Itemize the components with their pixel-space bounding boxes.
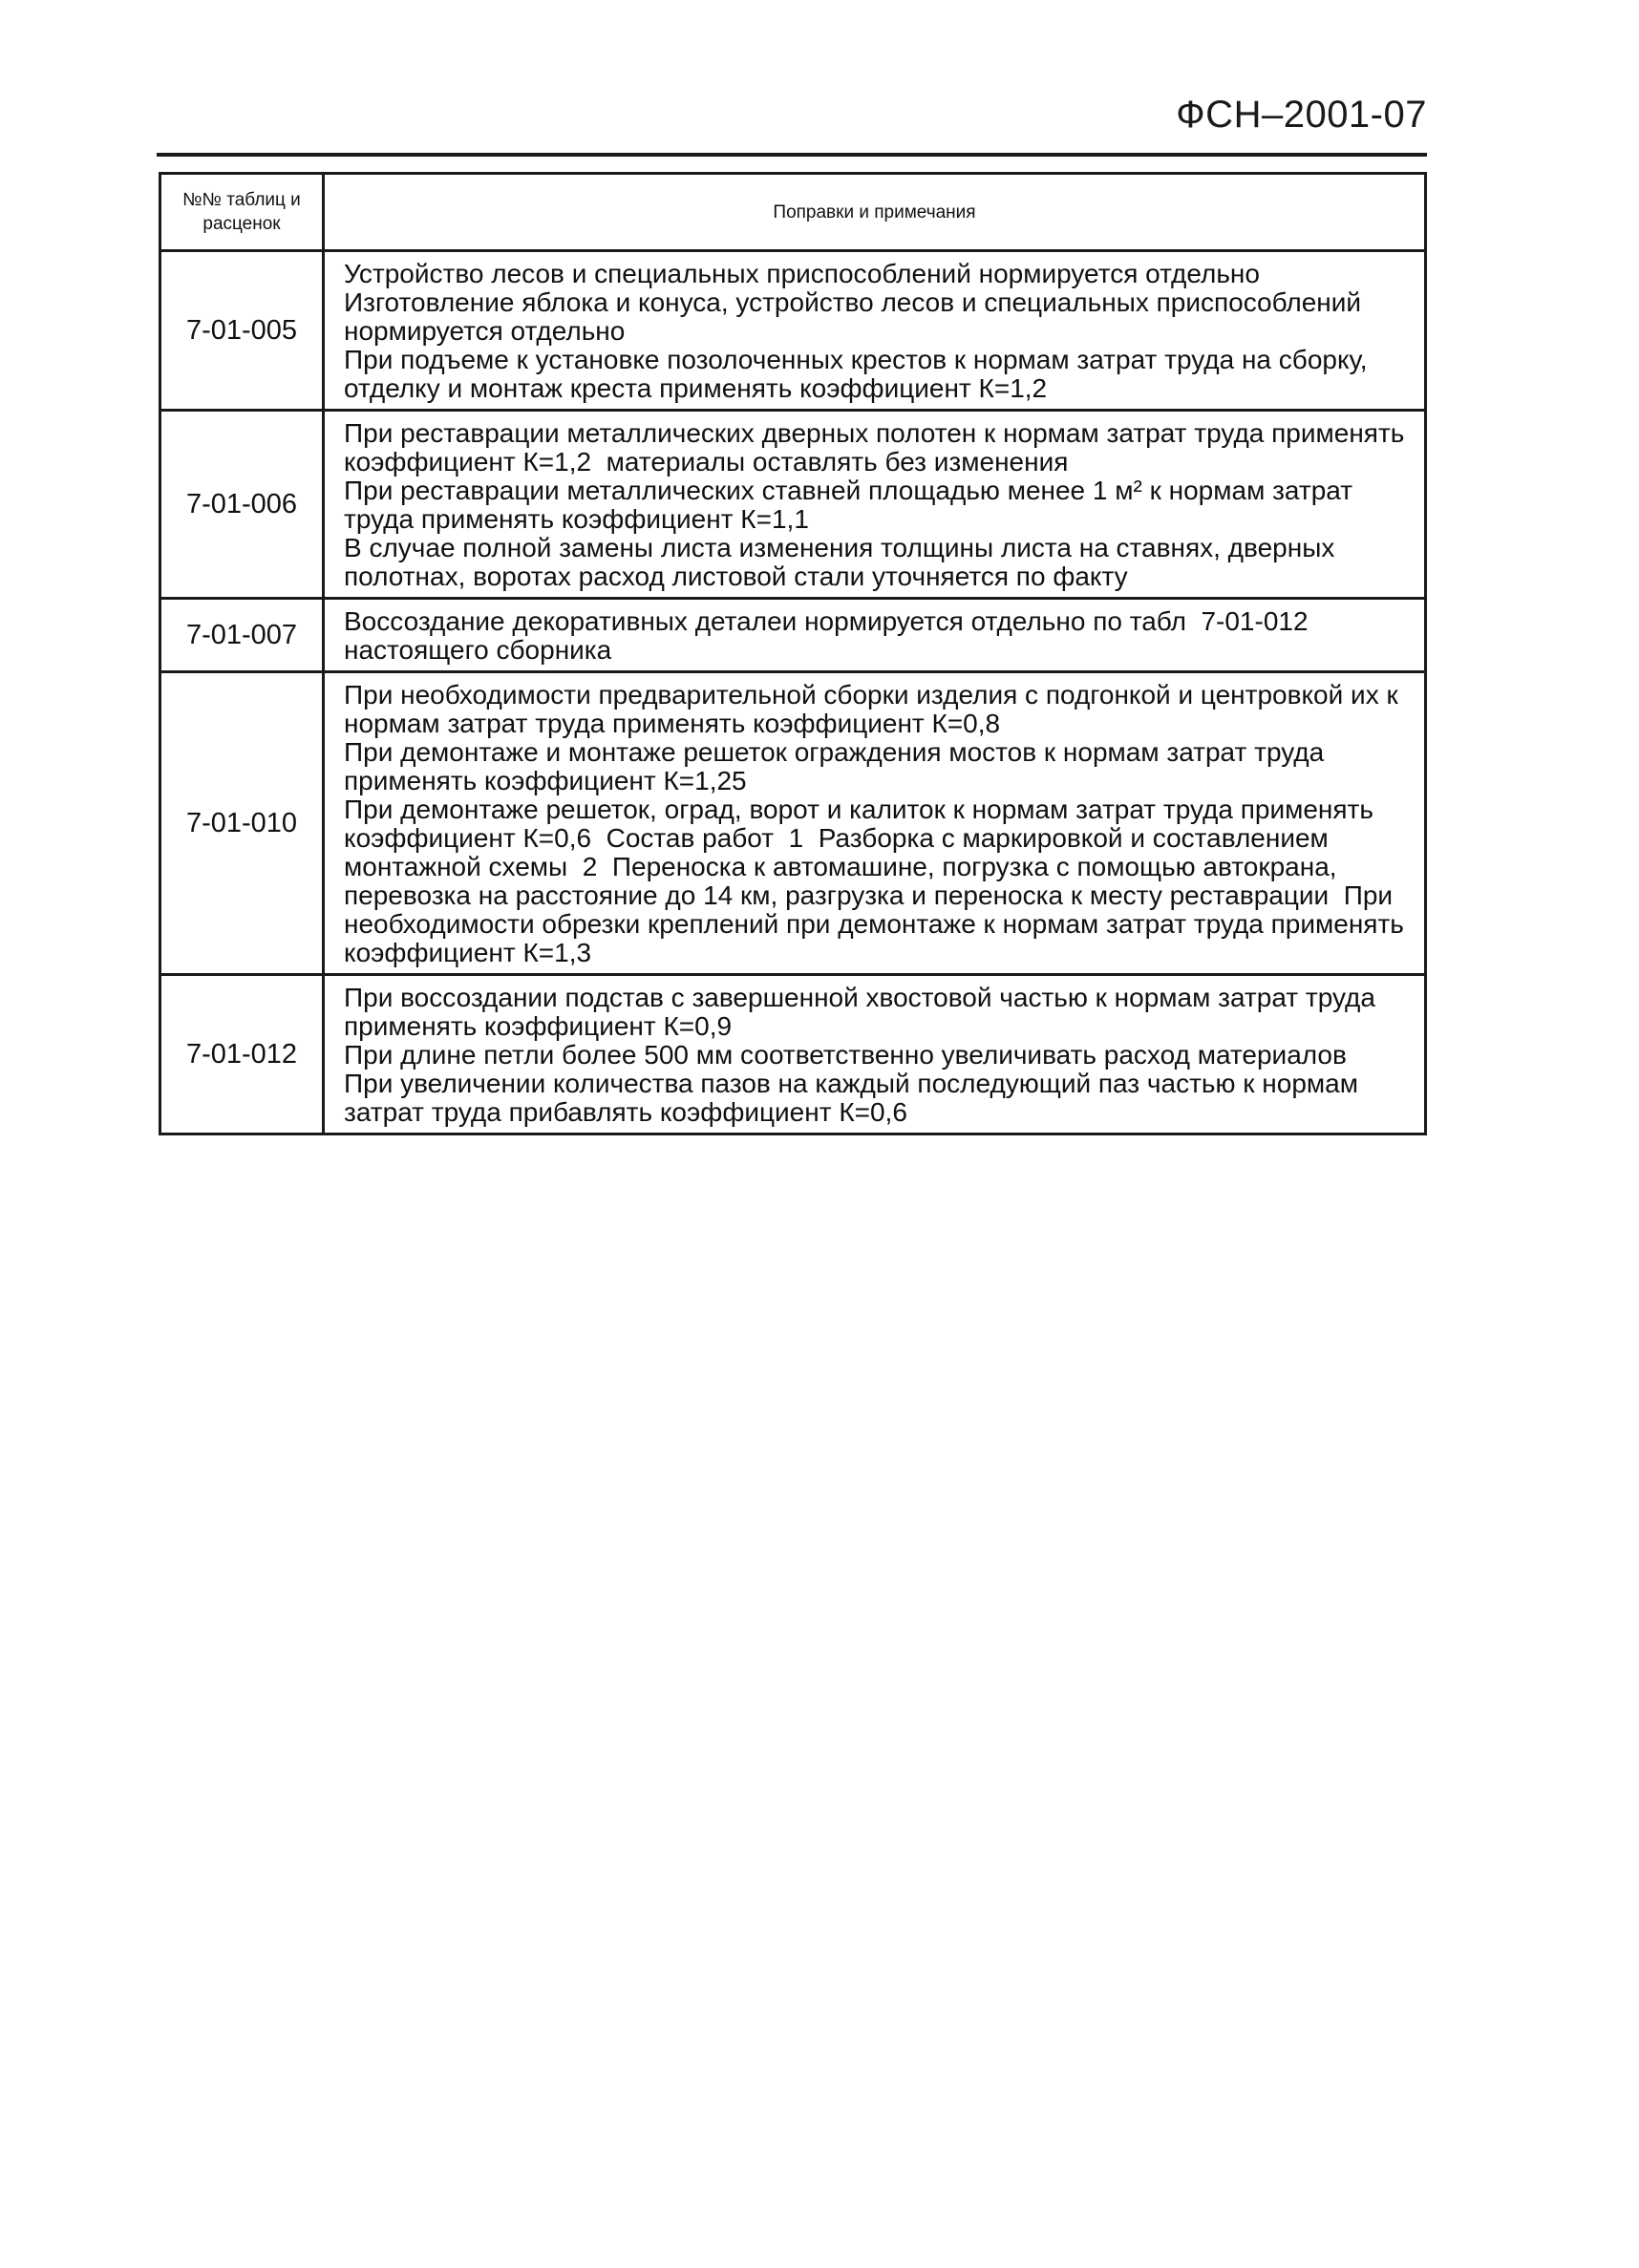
table-row (160, 672, 1426, 975)
notes-text: Воссоздание декоративных деталеи нормируется отдельно по табл 7-01-012 настоящего сборника (344, 606, 1316, 665)
table-header-row (160, 174, 1426, 251)
table-notes-cell (324, 411, 1426, 599)
notes-text: При воссоздании подстав с завершенной хвостовой частью к нормам затрат труда применять коэффициент К=0,9 При длине петли более 500 мм соответственно увеличивать расход материалов При увеличении количества пазов на каждый последующий паз частью к нормам затрат труда прибавлять коэффициент К=0,6 (344, 983, 1375, 1127)
table-body (160, 251, 1426, 1134)
table-row (160, 251, 1426, 411)
table-notes-cell (324, 599, 1426, 672)
norms-table (159, 172, 1427, 1135)
table-code-cell: 7-01-006 (160, 411, 324, 599)
notes-text: При необходимости предварительной сборки изделия с подгонкой и центровкой их к нормам затрат труда применять коэффициент К=0,8 При демонтаже и монтаже решеток ограждения мостов к нормам затрат труда применять коэффициент К=1,25 При демонтаже решеток, оград, ворот и калиток к нормам затрат труда применять коэффициент К=0,6 Состав работ 1 Разборка с маркировкой и составлением монтажной схемы 2 Переноска к автомашине, погрузка с помощью автокрана, перевозка на расстояние до 14 км, разгрузка и переноска к месту реставрации При необходимости обрезки креплений при демонтаже к нормам затрат труда применять коэффициент К=1,3 (344, 680, 1404, 967)
table-row (160, 599, 1426, 672)
table-notes-cell (324, 251, 1426, 411)
table-code-cell: 7-01-012 (160, 975, 324, 1134)
notes-text: Устройство лесов и специальных приспособлений нормируется отдельно Изготовление яблока и конуса, устройство лесов и специальных приспособлений нормируется отдельно При подъеме к установке позолоченных крестов к нормам затрат труда на сборку, отделку и монтаж креста применять коэффициент К=1,2 (344, 259, 1368, 403)
header-rule (157, 153, 1427, 157)
document-code: ФСН–2001-07 (1176, 94, 1427, 136)
table-code-cell: 7-01-007 (160, 599, 324, 672)
notes-text: При реставрации металлических дверных полотен к нормам затрат труда применять коэффициент К=1,2 материалы оставлять без изменения При реставрации металлических ставней площадью менее 1 м² к нормам затрат труда применять коэффициент К=1,1 В случае полной замены листа изменения толщины листа на ставнях, дверных полотнах, воротах расход листовой стали уточняется по факту (344, 418, 1405, 591)
table-notes-cell (324, 672, 1426, 975)
table-row (160, 975, 1426, 1134)
column-header-code: №№ таблиц и расценок (160, 174, 324, 251)
table-row (160, 411, 1426, 599)
column-header-notes: Поправки и примечания (324, 174, 1426, 251)
table-notes-cell (324, 975, 1426, 1134)
table-code-cell: 7-01-010 (160, 672, 324, 975)
table-code-cell: 7-01-005 (160, 251, 324, 411)
